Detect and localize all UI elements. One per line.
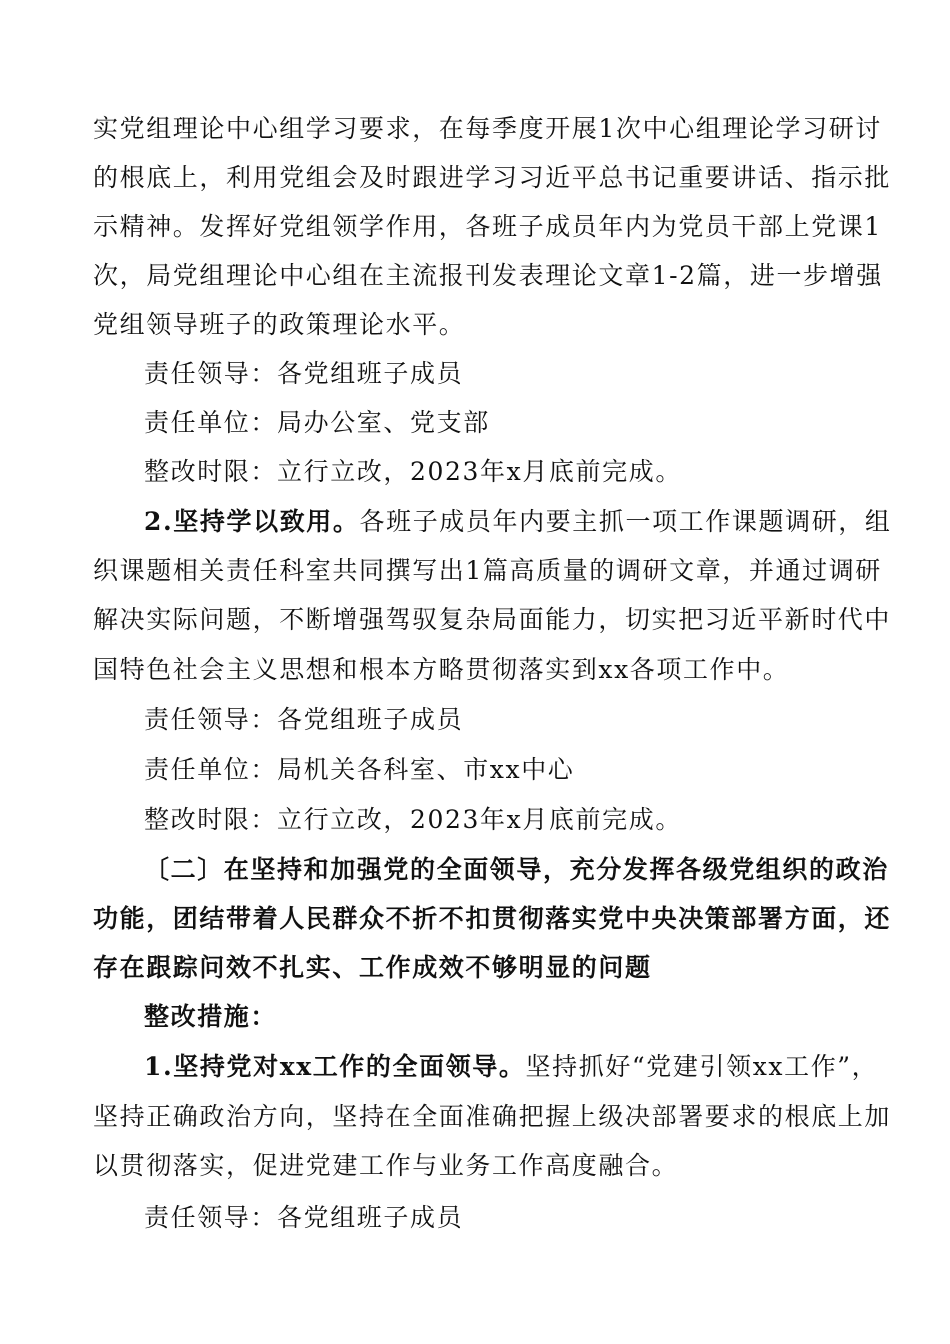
paragraph-line: 的根底上，利用党组会及时跟进学习习近平总书记重要讲话、指示批: [93, 163, 892, 192]
deadline-line: 整改时限：立行立改，2023年x月底前完成。: [144, 805, 682, 834]
measure-text: 各班子成员年内要主抓一项工作课题调研，组: [359, 507, 892, 536]
section-heading-line: 功能，团结带着人民群众不折不扣贯彻落实党中央决策部署方面，还: [93, 904, 892, 933]
paragraph-line: 以贯彻落实，促进党建工作与业务工作高度融合。: [93, 1151, 679, 1180]
paragraph-line: 示精神。发挥好党组领学作用，各班子成员年内为党员干部上党课1: [93, 212, 882, 241]
paragraph-line: 次，局党组理论中心组在主流报刊发表理论文章1-2篇，进一步增强: [93, 261, 883, 290]
measure-heading-line: [144, 1050, 879, 1084]
measure-title: 2.坚持学以致用。: [144, 507, 360, 536]
responsible-unit-line: 责任单位：局机关各科室、市xx中心: [144, 755, 575, 784]
responsible-leader-line: 责任领导：各党组班子成员: [144, 359, 464, 388]
paragraph-line: 解决实际问题，不断增强驾驭复杂局面能力，切实把习近平新时代中: [93, 605, 892, 634]
measures-label: 整改措施：: [144, 1002, 278, 1031]
measure-text: 坚持抓好“党建引领xx工作”，: [525, 1052, 879, 1081]
responsible-leader-line: 责任领导：各党组班子成员: [144, 1203, 464, 1232]
paragraph-line: 织课题相关责任科室共同撰写出1篇高质量的调研文章，并通过调研: [93, 556, 882, 585]
responsible-leader-line: 责任领导：各党组班子成员: [144, 705, 464, 734]
section-heading-line: 〔二〕在坚持和加强党的全面领导，充分发挥各级党组织的政治: [144, 855, 889, 884]
paragraph-line: 实党组理论中心组学习要求，在每季度开展1次中心组理论学习研讨: [93, 114, 882, 143]
measure-heading-line: [144, 505, 892, 539]
responsible-unit-line: 责任单位：局办公室、党支部: [144, 408, 490, 437]
measure-title: 1.坚持党对xx工作的全面领导。: [144, 1052, 526, 1081]
paragraph-line: 党组领导班子的政策理论水平。: [93, 310, 466, 339]
section-heading-line: 存在跟踪问效不扎实、工作成效不够明显的问题: [93, 953, 652, 982]
paragraph-line: 坚持正确政治方向，坚持在全面准确把握上级决部署要求的根底上加: [93, 1102, 892, 1131]
paragraph-line: 国特色社会主义思想和根本方略贯彻落实到xx各项工作中。: [93, 655, 790, 684]
deadline-line: 整改时限：立行立改，2023年x月底前完成。: [144, 457, 682, 486]
